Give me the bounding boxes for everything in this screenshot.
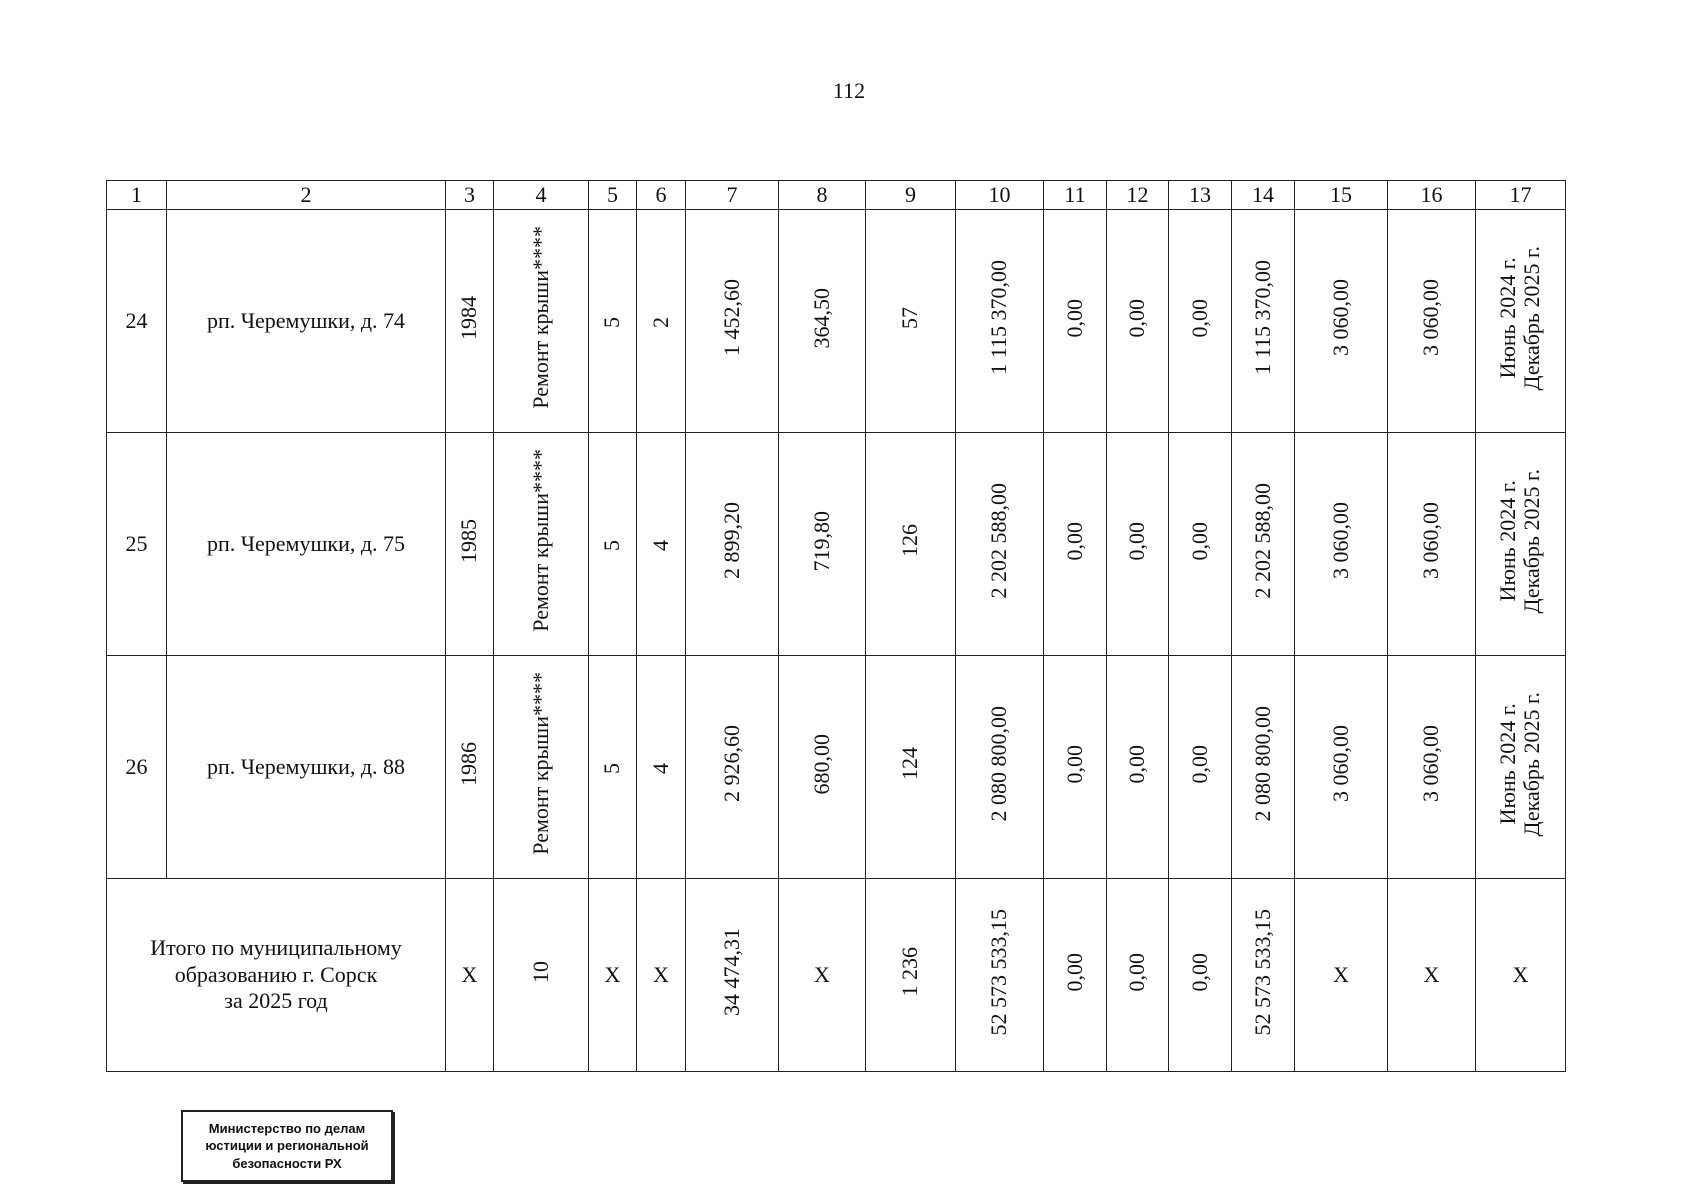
value-7: 2 926,60 [718, 725, 744, 803]
period-value: Июнь 2024 г. Декабрь 2025 г. [1495, 691, 1545, 837]
value-6: 4 [647, 762, 673, 774]
column-number: 8 [779, 181, 866, 210]
cell-15 [1295, 656, 1388, 879]
value-12: 0,00 [1124, 744, 1150, 784]
total-value-7: 34 474,31 [718, 927, 744, 1016]
total-value-12: 0,00 [1124, 952, 1150, 992]
value-15: 3 060,00 [1327, 279, 1353, 357]
work-type-value: Ремонт крыши**** [527, 226, 553, 410]
column-number: 1 [107, 181, 167, 210]
total-label [107, 879, 446, 1072]
total-cell-4 [494, 879, 589, 1072]
value-14: 2 080 800,00 [1249, 706, 1275, 822]
column-number: 17 [1476, 181, 1566, 210]
year-cell [446, 433, 494, 656]
value-13: 0,00 [1186, 744, 1212, 784]
total-cell-11 [1044, 879, 1107, 1072]
work-type-value: Ремонт крыши**** [527, 449, 553, 633]
column-number: 15 [1295, 181, 1388, 210]
total-cell-15: Х [1295, 879, 1388, 1072]
cell-12 [1107, 433, 1169, 656]
row-number: 24 [107, 210, 167, 433]
cell-17 [1476, 210, 1566, 433]
column-number: 14 [1232, 181, 1295, 210]
year-value: 1986 [456, 741, 482, 786]
total-cell-9 [866, 879, 956, 1072]
cell-11 [1044, 433, 1107, 656]
cell-14 [1232, 433, 1295, 656]
cell-14 [1232, 210, 1295, 433]
year-value: 1985 [456, 518, 482, 563]
cell-10 [956, 433, 1044, 656]
work-type-value: Ремонт крыши**** [527, 672, 553, 856]
column-number: 4 [494, 181, 589, 210]
value-15: 3 060,00 [1327, 502, 1353, 580]
row-number: 25 [107, 433, 167, 656]
value-11: 0,00 [1061, 744, 1087, 784]
value-14: 1 115 370,00 [1249, 260, 1275, 376]
cell-5 [589, 656, 637, 879]
column-number-row [107, 181, 1566, 210]
value-5: 5 [599, 539, 625, 551]
total-value-10: 52 573 533,15 [986, 908, 1012, 1036]
stamp-line: безопасности РХ [232, 1155, 342, 1171]
cell-7 [686, 433, 779, 656]
value-10: 2 080 800,00 [986, 706, 1012, 822]
page-number: 112 [832, 78, 866, 103]
total-label-text: Итого по муниципальному образованию г. Сорск за 2025 год [150, 935, 402, 1014]
cell-7 [686, 210, 779, 433]
cell-17 [1476, 433, 1566, 656]
table-row [107, 433, 1566, 656]
total-cell-12 [1107, 879, 1169, 1072]
table-row [107, 656, 1566, 879]
value-11: 0,00 [1061, 298, 1087, 338]
cell-10 [956, 210, 1044, 433]
column-number: 6 [637, 181, 686, 210]
total-value-4: 10 [527, 960, 553, 983]
cell-13 [1169, 656, 1232, 879]
cell-13 [1169, 433, 1232, 656]
value-7: 1 452,60 [718, 279, 744, 357]
period-value: Июнь 2024 г. Декабрь 2025 г. [1495, 245, 1545, 391]
year-value: 1984 [456, 295, 482, 340]
value-16: 3 060,00 [1418, 279, 1444, 357]
work-type-cell [494, 433, 589, 656]
total-cell-10 [956, 879, 1044, 1072]
stamp-line: Министерство по делам [208, 1120, 366, 1136]
cell-5 [589, 210, 637, 433]
cell-11 [1044, 656, 1107, 879]
column-number: 12 [1107, 181, 1169, 210]
value-9: 126 [897, 524, 923, 558]
address-cell: рп. Черемушки, д. 88 [167, 656, 446, 879]
cell-6 [637, 433, 686, 656]
year-cell [446, 656, 494, 879]
cell-10 [956, 656, 1044, 879]
value-9: 57 [897, 306, 923, 329]
total-cell-17: Х [1476, 879, 1566, 1072]
column-number: 16 [1388, 181, 1476, 210]
value-7: 2 899,20 [718, 502, 744, 580]
cell-11 [1044, 210, 1107, 433]
value-8: 680,00 [808, 733, 834, 795]
column-number: 10 [956, 181, 1044, 210]
cell-12 [1107, 210, 1169, 433]
cell-14 [1232, 656, 1295, 879]
total-value-14: 52 573 533,15 [1249, 908, 1275, 1036]
address-cell: рп. Черемушки, д. 75 [167, 433, 446, 656]
column-number: 9 [866, 181, 956, 210]
total-cell-13 [1169, 879, 1232, 1072]
column-number: 3 [446, 181, 494, 210]
value-8: 719,80 [808, 510, 834, 572]
cell-16 [1388, 433, 1476, 656]
value-10: 2 202 588,00 [986, 483, 1012, 599]
stamp-line: юстиции и региональной [205, 1138, 369, 1154]
column-number: 5 [589, 181, 637, 210]
value-9: 124 [897, 747, 923, 781]
value-16: 3 060,00 [1418, 502, 1444, 580]
total-cell-6: Х [637, 879, 686, 1072]
value-10: 1 115 370,00 [986, 260, 1012, 376]
value-5: 5 [599, 316, 625, 328]
column-number: 7 [686, 181, 779, 210]
value-14: 2 202 588,00 [1249, 483, 1275, 599]
cell-8 [779, 433, 866, 656]
value-12: 0,00 [1124, 521, 1150, 561]
cell-13 [1169, 210, 1232, 433]
value-11: 0,00 [1061, 521, 1087, 561]
total-cell-5: Х [589, 879, 637, 1072]
value-13: 0,00 [1186, 298, 1212, 338]
value-12: 0,00 [1124, 298, 1150, 338]
work-type-cell [494, 210, 589, 433]
address-cell: рп. Черемушки, д. 74 [167, 210, 446, 433]
total-cell-8: Х [779, 879, 866, 1072]
period-value: Июнь 2024 г. Декабрь 2025 г. [1495, 468, 1545, 614]
value-5: 5 [599, 762, 625, 774]
column-number: 11 [1044, 181, 1107, 210]
year-cell [446, 210, 494, 433]
cell-8 [779, 210, 866, 433]
cell-16 [1388, 210, 1476, 433]
cell-9 [866, 656, 956, 879]
total-value-11: 0,00 [1061, 952, 1087, 992]
repair-program-table [106, 180, 1566, 1072]
cell-9 [866, 210, 956, 433]
cell-15 [1295, 210, 1388, 433]
value-13: 0,00 [1186, 521, 1212, 561]
value-16: 3 060,00 [1418, 725, 1444, 803]
ministry-stamp [181, 1110, 393, 1182]
value-6: 4 [647, 539, 673, 551]
cell-6 [637, 210, 686, 433]
cell-15 [1295, 433, 1388, 656]
cell-16 [1388, 656, 1476, 879]
total-value-9: 1 236 [897, 947, 923, 997]
total-value-13: 0,00 [1186, 952, 1212, 992]
column-number: 13 [1169, 181, 1232, 210]
cell-9 [866, 433, 956, 656]
value-15: 3 060,00 [1327, 725, 1353, 803]
cell-17 [1476, 656, 1566, 879]
cell-12 [1107, 656, 1169, 879]
row-number: 26 [107, 656, 167, 879]
value-6: 2 [647, 316, 673, 328]
cell-6 [637, 656, 686, 879]
cell-5 [589, 433, 637, 656]
total-cell-3: Х [446, 879, 494, 1072]
cell-8 [779, 656, 866, 879]
total-row [107, 879, 1566, 1072]
total-cell-7 [686, 879, 779, 1072]
total-cell-14 [1232, 879, 1295, 1072]
total-cell-16: Х [1388, 879, 1476, 1072]
cell-7 [686, 656, 779, 879]
column-number: 2 [167, 181, 446, 210]
value-8: 364,50 [808, 287, 834, 349]
table-row [107, 210, 1566, 433]
work-type-cell [494, 656, 589, 879]
